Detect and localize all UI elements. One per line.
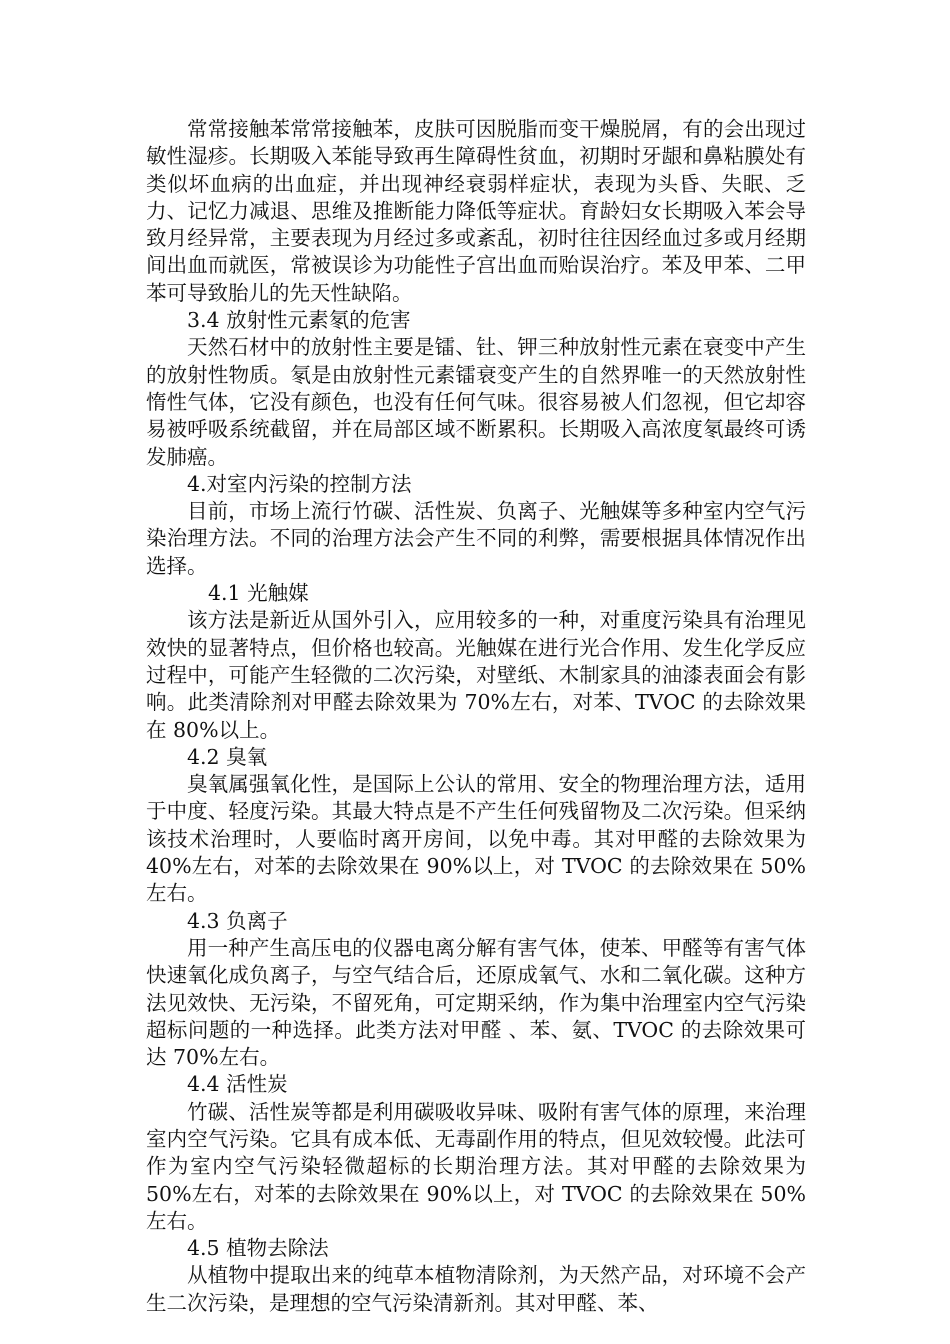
heading-4-2-ozone: 4.2 臭氧 <box>187 744 268 769</box>
heading-4-control-methods: 4.对室内污染的控制方法 <box>187 471 412 496</box>
paragraph-plant-removal: 从植物中提取出来的纯草本植物清除剂，为天然产品，对环境不会产生二次污染，是理想的空气污染清新剂。其对甲醛、苯、 <box>146 1263 806 1315</box>
heading-4-3-negative-ions: 4.3 负离子 <box>187 908 288 933</box>
heading-3-4-radon: 3.4 放射性元素氡的危害 <box>187 308 411 333</box>
paragraph-photocatalyst: 该方法是新近从国外引入，应用较多的一种，对重度污染具有治理见效快的显著特点，但价格也较高。光触媒在进行光合作用、发生化学反应过程中，可能产生轻微的二次污染，对壁纸、木制家具的油漆表面会有影响。此类清除剂对甲醛去除效果为 70%左右，对苯、TVOC 的去除效果在 80%以上。 <box>146 608 806 742</box>
paragraph-radon: 天然石材中的放射性主要是镭、钍、钾三种放射性元素在衰变中产生的放射性物质。氡是由放射性元素镭衰变产生的自然界唯一的天然放射性惰性气体，它没有颜色，也没有任何气味。很容易被人们忽视，但它却容易被呼吸系统截留，并在局部区域不断累积。长期吸入高浓度氡最终可诱发肺癌。 <box>146 335 806 469</box>
paragraph-benzene-effects: 常常接触苯常常接触苯，皮肤可因脱脂而变干燥脱屑，有的会出现过敏性湿疹。长期吸入苯能导致再生障碍性贫血，初期时牙龈和鼻粘膜处有类似坏血病的出血症，并出现神经衰弱样症状，表现为头昏、失眠、乏力、记忆力减退、思维及推断能力降低等症状。育龄妇女长期吸入苯会导致月经异常，主要表现为月经过多或紊乱，初时往往因经血过多或月经期间出血而就医，常被误诊为功能性子宫出血而贻误治疗。苯及甲苯、二甲苯可导致胎儿的先天性缺陷。 <box>146 117 806 305</box>
heading-4-4-activated-carbon: 4.4 活性炭 <box>187 1072 288 1097</box>
paragraph-negative-ions: 用一种产生高压电的仪器电离分解有害气体，使苯、甲醛等有害气体快速氧化成负离子，与空气结合后，还原成氧气、水和二氧化碳。这种方法见效快、无污染，不留死角，可定期采纳，作为集中治理室内空气污染超标问题的一种选择。此类方法对甲醛 、苯、氨、TVOC 的去除效果可达 70%左右。 <box>146 935 806 1070</box>
paragraph-ozone: 臭氧属强氧化性，是国际上公认的常用、安全的物理治理方法，适用于中度、轻度污染。其最大特点是不产生任何残留物及二次污染。但采纳该技术治理时，人要临时离开房间，以免中毒。其对甲醛的去除效果为 40%左右，对苯的去除效果在 90%以上，对 TVOC 的去除效果在 50%左右。 <box>146 772 806 906</box>
paragraph-activated-carbon: 竹碳、活性炭等都是利用碳吸收异味、吸附有害气体的原理，来治理室内空气污染。它具有成本低、无毒副作用的特点，但见效较慢。此法可作为室内空气污染轻微超标的长期治理方法。其对甲醛的去除效果为 50%左右，对苯的去除效果在 90%以上，对 TVOC 的去除效果在 50%左右。 <box>146 1099 806 1233</box>
heading-4-5-plant-removal: 4.5 植物去除法 <box>187 1236 329 1261</box>
paragraph-control-methods: 目前，市场上流行竹碳、活性炭、负离子、光触媒等多种室内空气污染治理方法。不同的治理方法会产生不同的利弊，需要根据具体情况作出选择。 <box>146 499 806 578</box>
document-body <box>146 116 806 1317</box>
heading-4-1-photocatalyst: 4.1 光触媒 <box>208 581 309 606</box>
